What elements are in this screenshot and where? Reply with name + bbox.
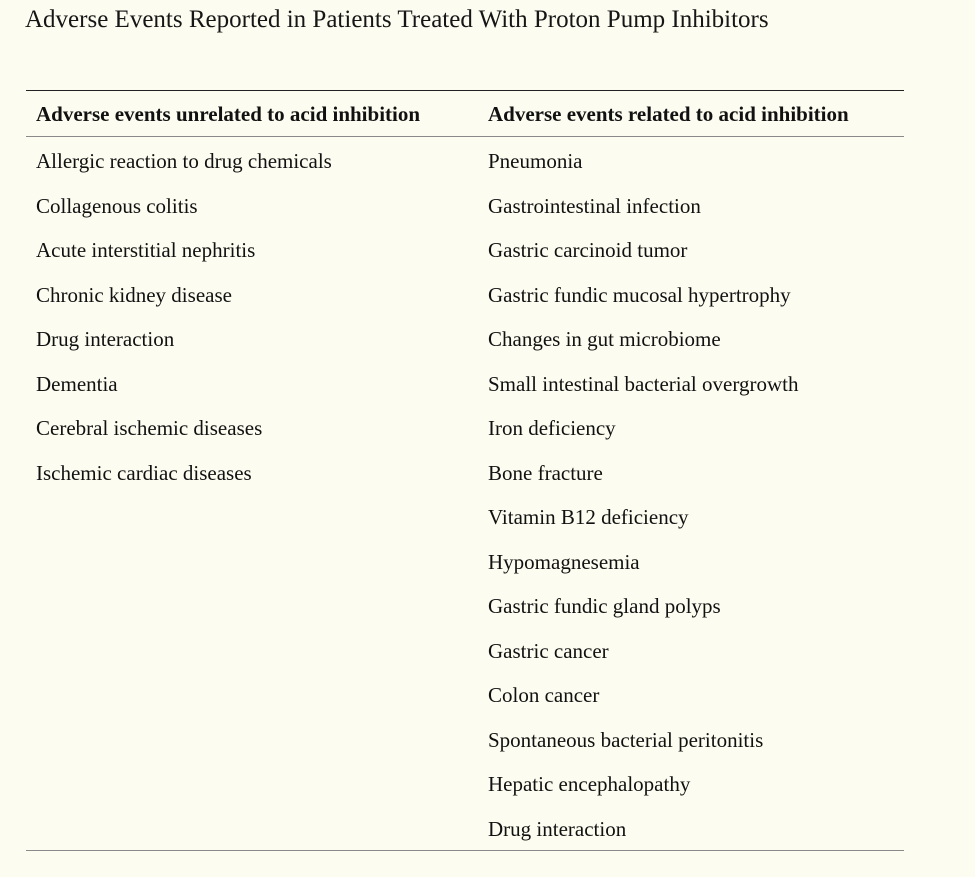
unrelated-event-item: Allergic reaction to drug chemicals (36, 149, 332, 173)
related-event-item: Gastric carcinoid tumor (488, 238, 688, 262)
related-event-item: Drug interaction (488, 816, 627, 841)
table-title: Adverse Events Reported in Patients Treated With Proton Pump Inhibitors (25, 6, 769, 33)
unrelated-events-column (36, 146, 332, 502)
related-event-item: Gastrointestinal infection (488, 193, 701, 218)
unrelated-event-item: Cerebral ischemic diseases (36, 416, 263, 440)
unrelated-event-item: Collagenous colitis (36, 193, 198, 218)
related-event-item: Colon cancer (488, 683, 600, 707)
related-event-item: Hepatic encephalopathy (488, 772, 691, 796)
table-top-rule (26, 90, 904, 91)
column-header-related: Adverse events related to acid inhibition (488, 102, 849, 126)
related-event-item: Changes in gut microbiome (488, 327, 721, 351)
related-event-item: Gastric fundic gland polyps (488, 594, 721, 618)
related-events-column (488, 146, 798, 858)
table-bottom-rule (26, 850, 904, 851)
unrelated-event-item: Chronic kidney disease (36, 282, 232, 307)
column-header-unrelated: Adverse events unrelated to acid inhibition (36, 102, 421, 126)
related-event-item: Gastric fundic mucosal hypertrophy (488, 282, 791, 307)
related-event-item: Vitamin B12 deficiency (488, 505, 689, 529)
related-event-item: Spontaneous bacterial peritonitis (488, 727, 764, 752)
related-event-item: Small intestinal bacterial overgrowth (488, 371, 799, 396)
unrelated-event-item: Dementia (36, 371, 118, 396)
unrelated-event-item: Drug interaction (36, 327, 175, 351)
related-event-item: Pneumonia (488, 149, 583, 173)
related-event-item: Bone fracture (488, 460, 603, 485)
related-event-item: Iron deficiency (488, 416, 616, 440)
related-event-item: Gastric cancer (488, 638, 609, 663)
header-divider (26, 136, 904, 137)
related-event-item: Hypomagnesemia (488, 549, 640, 574)
unrelated-event-item: Acute interstitial nephritis (36, 238, 256, 262)
unrelated-event-item: Ischemic cardiac diseases (36, 460, 252, 485)
